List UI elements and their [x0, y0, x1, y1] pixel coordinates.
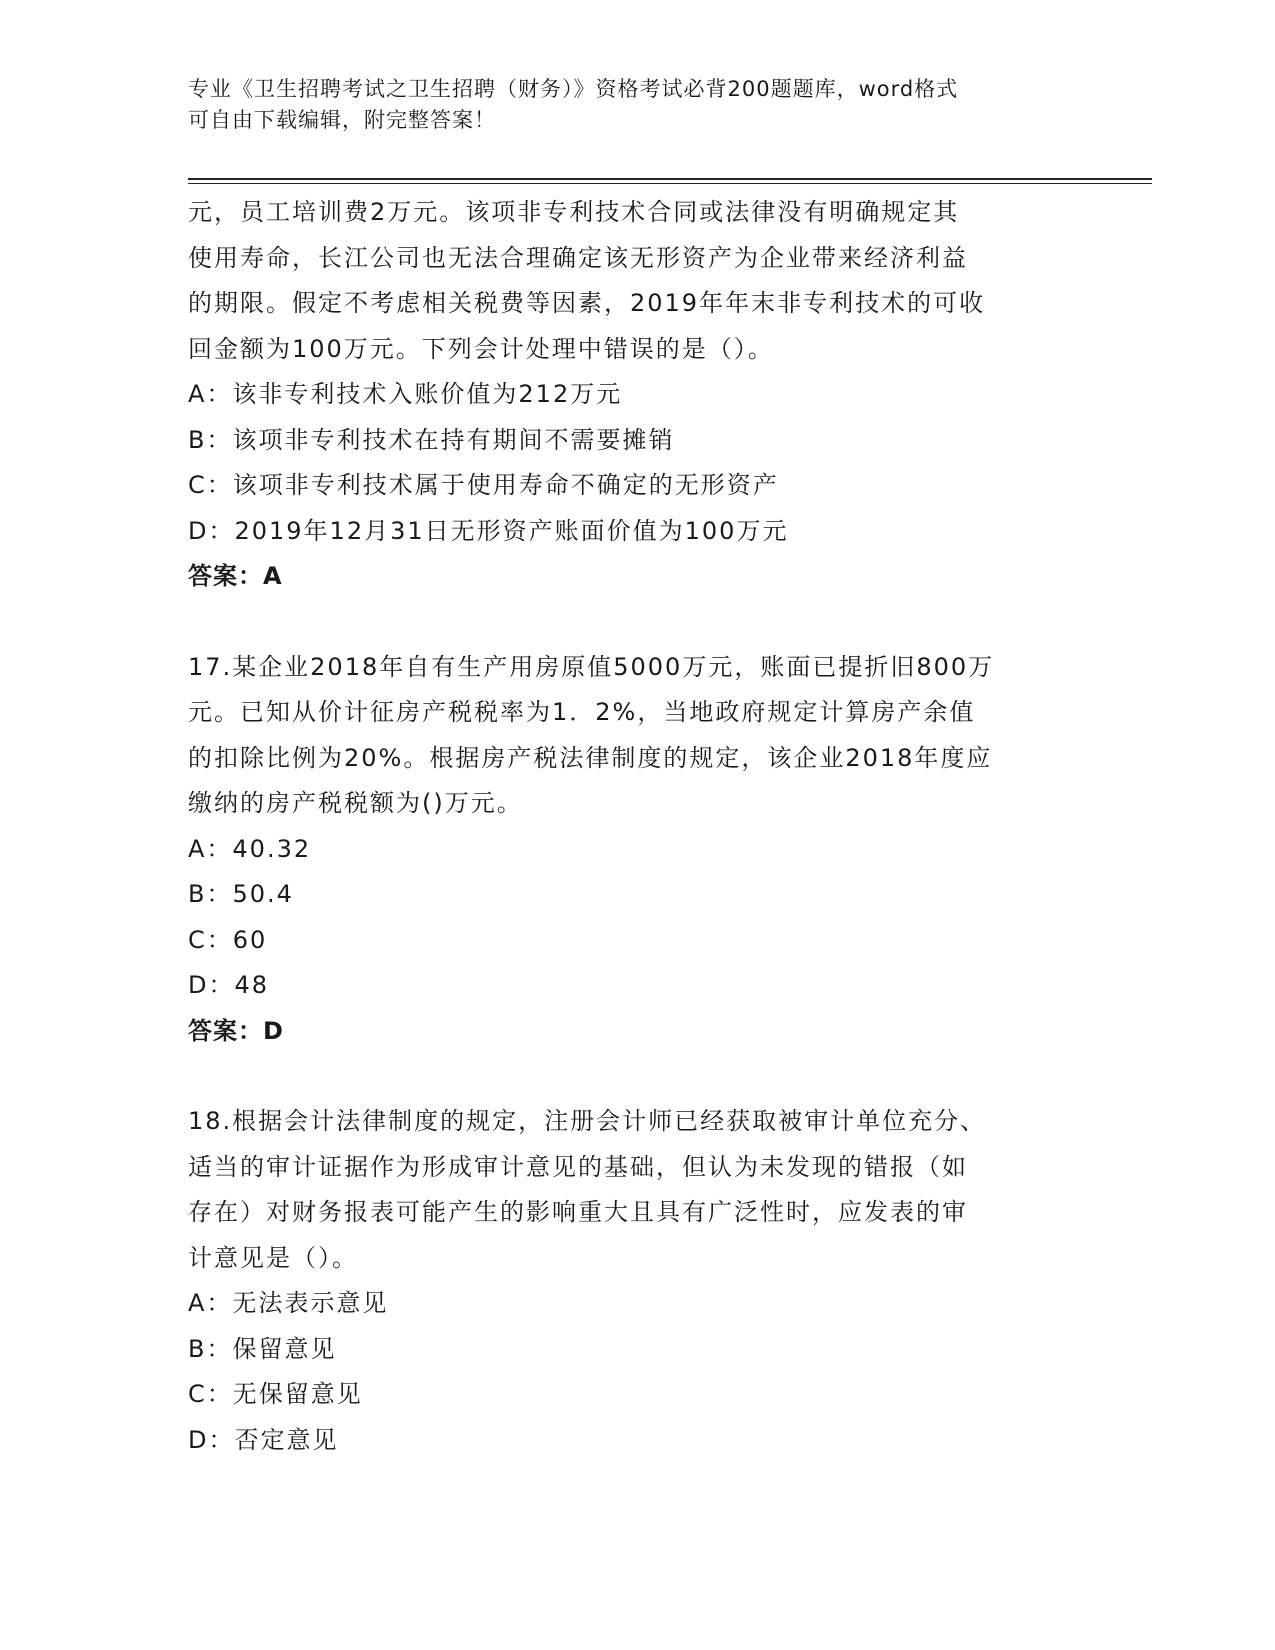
header-divider-thick	[188, 178, 1152, 180]
question-stem-line: 18.根据会计法律制度的规定，注册会计师已经获取被审计单位充分、	[188, 1107, 987, 1135]
option-d: D：48	[188, 971, 270, 999]
question-16	[188, 190, 1088, 600]
question-17	[188, 645, 1088, 1055]
question-stem-line: 使用寿命，长江公司也无法合理确定该无形资产为企业带来经济利益	[188, 243, 968, 272]
option-b: B：50.4	[188, 880, 294, 908]
option-b: B：保留意见	[188, 1334, 337, 1363]
question-stem-line: 适当的审计证据作为形成审计意见的基础，但认为未发现的错报（如	[188, 1152, 968, 1181]
option-c: C：60	[188, 925, 268, 954]
option-a: A：40.32	[188, 834, 312, 863]
question-18	[188, 1099, 1088, 1463]
option-b: B：该项非专利技术在持有期间不需要摊销	[188, 425, 675, 454]
option-a: A：该非专利技术入账价值为212万元	[188, 380, 623, 408]
question-stem-line: 计意见是（）。	[188, 1243, 358, 1272]
question-stem-line: 元，员工培训费2万元。该项非专利技术合同或法律没有明确规定其	[188, 198, 960, 226]
question-stem-line: 回金额为100万元。下列会计处理中错误的是（）。	[188, 334, 774, 363]
header-title-line-1: 专业《卫生招聘考试之卫生招聘（财务）》资格考试必背200题题库，word格式	[188, 77, 959, 101]
header-title-line-2: 可自由下载编辑，附完整答案！	[188, 108, 496, 132]
document-header	[188, 74, 1068, 136]
option-d: D：否定意见	[188, 1425, 339, 1454]
document-body	[188, 190, 1088, 1463]
question-spacer	[188, 1054, 1088, 1099]
option-c: C：无保留意见	[188, 1380, 363, 1408]
question-stem-line: 的扣除比例为20%。根据房产税法律制度的规定，该企业2018年度应	[188, 743, 993, 772]
answer: 答案：D	[188, 1016, 284, 1045]
question-stem-line: 17.某企业2018年自有生产用房原值5000万元，账面已提折旧800万	[188, 652, 995, 681]
question-stem-line: 元。已知从价计征房产税税率为1．2%，当地政府规定计算房产余值	[188, 698, 976, 726]
question-stem-line: 缴纳的房产税税额为()万元。	[188, 789, 523, 817]
question-stem-line: 的期限。假定不考虑相关税费等因素，2019年年末非专利技术的可收	[188, 289, 986, 317]
option-c: C：该项非专利技术属于使用寿命不确定的无形资产	[188, 471, 779, 499]
answer: 答案：A	[188, 562, 283, 590]
option-d: D：2019年12月31日无形资产账面价值为100万元	[188, 516, 789, 545]
option-a: A：无法表示意见	[188, 1289, 389, 1317]
header-divider-thin	[188, 183, 1152, 184]
question-spacer	[188, 600, 1088, 645]
question-stem-line: 存在）对财务报表可能产生的影响重大且具有广泛性时，应发表的审	[188, 1198, 968, 1226]
